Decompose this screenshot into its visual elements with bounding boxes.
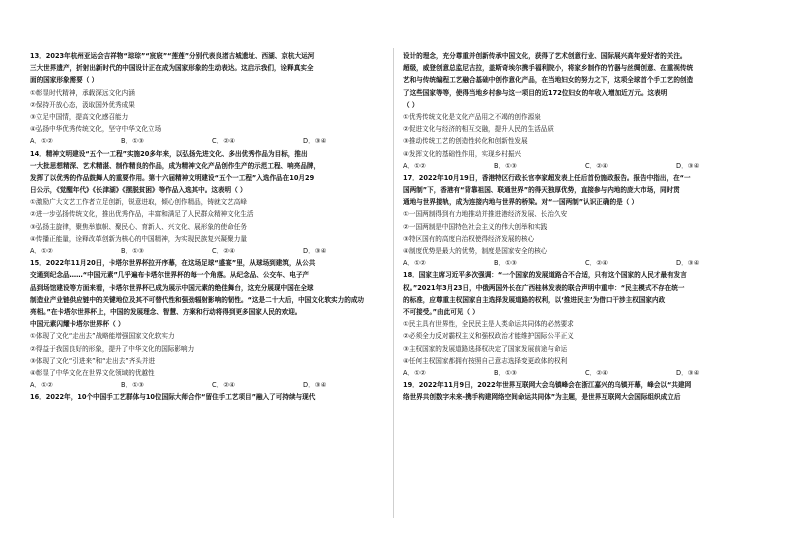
question-text-line: （ ） [403, 100, 419, 109]
question-text-line: 14．精神文明建设“五个一工程”实施20多年来，以弘扬先进文化、多出优秀作品为目标，推出 [30, 149, 308, 158]
statement-option: ①体现了文化“走出去”战略能增强国家文化软实力 [30, 332, 175, 341]
answer-choices [403, 367, 767, 379]
statement-option: ②一国两制是中国特色社会主义的伟大创举和实践 [403, 222, 548, 231]
statement-option: ④传播正能量，诠释改革创新为核心的中国精神，为实现民族复兴凝聚力量 [30, 234, 247, 243]
question-text-line: 品到场馆建设等方面来看，卡塔尔世界杯已成为展示中国元素的绝佳舞台，这充分展现中国在全球 [30, 283, 314, 292]
right-column [403, 50, 767, 403]
statement-option: ④制度优势是最大的优势，制度是国家安全的核心 [403, 247, 548, 255]
answer-option: B．①③ [494, 161, 517, 170]
answer-choices [403, 160, 767, 172]
answer-option: A．①② [403, 161, 426, 170]
question-text-line: 通地与世界接轨，成为连接内地与世界的桥梁。对“一国两制”认识正确的是（ ） [403, 198, 639, 207]
statement-option: ③弘扬主旋律，聚焦举旗帜、聚民心、育新人、兴文化、展形象的使命任务 [30, 222, 247, 231]
statement-option: ①激励广大文艺工作者立足创新，锐意进取，倾心创作精品，铸就文艺高峰 [30, 198, 247, 207]
question-text-line: 16．2022年，10个中国手工艺群体与10位国际大师合作“留住手工艺项目”融入了可持续与现代 [30, 393, 316, 402]
question-text-line: 超级，威登创意总监尼古拉，盖斯奇埃尔携手福利院小，将家乡制作的竹器与丝绸创意、在重视传统 [403, 64, 694, 73]
question-text-line: 国两制”下，香港有“背靠祖国、联通世界”的得天独厚优势，直接参与内地的庞大市场，同时贯 [403, 186, 680, 195]
question-text-line: 的标准，应尊重主权国家自主选择发展道路的权利，以‘推进民主’为借口干涉主权国家内政 [403, 295, 666, 304]
question-text-line: 不可接受。”由此可见（ ） [403, 307, 479, 316]
column-divider [393, 48, 394, 518]
statement-option: ④弘扬中华优秀传统文化，坚守中华文化立场 [30, 125, 162, 134]
statement-option: ②促进文化与经济的相互交融，提升人民的生活品质 [403, 125, 554, 134]
question-text-line: 13．2023年杭州亚运会吉祥物“琮琮”“宸宸”“莲莲”分别代表良渚古城遗址、西湖、京杭大运河 [30, 52, 315, 60]
answer-choices [30, 245, 394, 257]
answer-option: B．①③ [121, 381, 144, 390]
statement-option: ①一国两制得到有力地推动并推进港经济发展、长治久安 [403, 210, 568, 219]
answer-option: C．②④ [585, 368, 609, 377]
statement-option: ③推动传统工艺的创造性转化和创新性发展 [403, 137, 528, 146]
answer-option: D．③④ [303, 381, 327, 390]
statement-option: ②进一步弘扬传统文化，推出优秀作品，丰富和满足了人民群众精神文化生活 [30, 210, 254, 219]
question-text-line: 交通到纪念品……“中国元素”几乎遍布卡塔尔世界杯的每一个角落。从纪念品、公交车、电子产 [30, 271, 310, 280]
answer-option: D．③④ [676, 161, 700, 170]
answer-choices [30, 135, 394, 147]
question-text-line: 络世界共创数字未来-携手构建网络空间命运共同体”为主题，是世界互联网大会国际组织成立后 [403, 393, 681, 402]
answer-option: A．①② [30, 247, 53, 255]
statement-option: ④任何主权国家都拥有按照自己意志选择变更政体的权利 [403, 356, 568, 365]
question-text-line: 三大世界遗产，折射出新时代的中国设计正在成为国家形象的生动表达。这启示我们，诠释真实全 [30, 64, 314, 73]
answer-choices [30, 379, 394, 391]
question-text-line: 一大批思想精深、艺术精湛、制作精良的作品，成为精神文化产品创作生产的示范工程、响亮品牌， [30, 161, 321, 170]
question-text-line: 亮相。”在卡塔尔世界杯上，中国的发展理念、智慧、方案和行动将得到更多国家人民的欢迎。 [30, 307, 302, 316]
statement-option: ③立足中国情，提高文化感召能力 [30, 112, 129, 121]
answer-option: C．②④ [585, 161, 609, 170]
answer-option: C．②④ [585, 259, 609, 268]
answer-option: B．①③ [121, 137, 144, 146]
answer-option: D．③④ [303, 247, 327, 255]
question-text-line: 制造业产业链供应链中的关键地位及其不可替代性和强劲辐射影响的韧性。“这是二十大后，中国文化软实力的成功 [30, 295, 365, 304]
question-text-line: 17．2022年10月19日，香港特区行政长官李家超发表上任后首份施政报告。报告中指出，在“一 [403, 173, 691, 182]
statement-option: ①彰显时代精神，承载深远文化内涵 [30, 88, 135, 97]
statement-option: ④彰显了中华文化在世界文化领域的优越性 [30, 368, 155, 377]
question-text-line: 18．国家主席习近平多次强调：“一个国家的发展道路合不合适，只有这个国家的人民才最有发言 [403, 271, 687, 280]
statement-option: ②得益于我国良好的形象，提升了中华文化的国际影响力 [30, 344, 195, 353]
answer-option: B．①③ [494, 368, 517, 377]
statement-option: ③体现了文化“引进来”和“走出去”齐头并进 [30, 356, 156, 365]
statement-option: ③特区国有的高度自治权使得经济发展的核心 [403, 234, 535, 243]
question-text-line: 权。”2021年3月23日，中俄两国外长在广西桂林发表的联合声明中重申：“民主模式不存在统一 [403, 283, 685, 292]
answer-option: C．②④ [212, 137, 236, 146]
statement-option: ②保持开放心态，汲取国外优秀成果 [30, 100, 135, 109]
question-text-line: 日公示，《觉醒年代》《长津湖》《摆脱贫困》等作品入选其中。这表明（ ） [30, 186, 247, 195]
answer-option: A．①② [30, 137, 53, 146]
answer-option: C．②④ [212, 247, 236, 255]
question-text-line: 艺和与传统编程工艺融合基础中创作意化产品，在当地妇女的努力之下，这项全球首个手工艺的创造 [403, 76, 694, 85]
statement-option: ③主权国家的发展道路选择权决定了国家发展前途与命运 [403, 344, 568, 353]
statement-option: ②必须全力反对霸权主义和强权政治才能维护国际公平正义 [403, 332, 574, 341]
answer-option: B．①③ [121, 247, 144, 255]
answer-option: A．①② [403, 368, 426, 377]
question-text-line: 面的国家形象需要（ ） [30, 76, 99, 85]
answer-choices [403, 257, 767, 269]
question-text-line: 中国元素闪耀卡塔尔世界杯（ ） [30, 320, 125, 329]
statement-option: ①民主具有世界性，全民民主是人类命运共同体的必然要求 [403, 320, 574, 329]
question-text-line: 15．2022年11月20日，卡塔尔世界杯拉开序幕，在这场足球“盛宴”里，从球场到建筑，从公共 [30, 259, 316, 268]
answer-option: B．①③ [494, 259, 517, 268]
statement-option: ④发挥文化的基础性作用，实现乡村振兴 [403, 149, 522, 158]
left-column [30, 50, 394, 403]
question-text-line: 发挥了以优秀的作品鼓舞人的重要作用。第十六届精神文明建设“五个一工程”入选作品在10月29 [30, 173, 315, 182]
question-text-line: 设计的理念，充分尊重并创新传承中国文化，获得了艺术创意行业、国际展兴高年爱好者的关注。 [403, 52, 687, 60]
answer-option: D．③④ [676, 259, 700, 268]
answer-option: A．①② [30, 381, 53, 390]
answer-option: D．③④ [676, 368, 700, 377]
question-text-line: 了这些国家等等，使得当地乡村参与这一项目的近172位妇女的年收入增加近万元。这表明 [403, 88, 668, 97]
statement-option: ①优秀传统文化是文化产品用之不竭的创作源泉 [403, 112, 541, 121]
answer-option: D．③④ [303, 137, 327, 146]
answer-option: A．①② [403, 259, 426, 268]
answer-option: C．②④ [212, 381, 236, 390]
question-text-line: 19．2022年11月9日，2022年世界互联网大会乌镇峰会在浙江嘉兴的乌镇开幕，峰会以“共建网 [403, 381, 692, 390]
